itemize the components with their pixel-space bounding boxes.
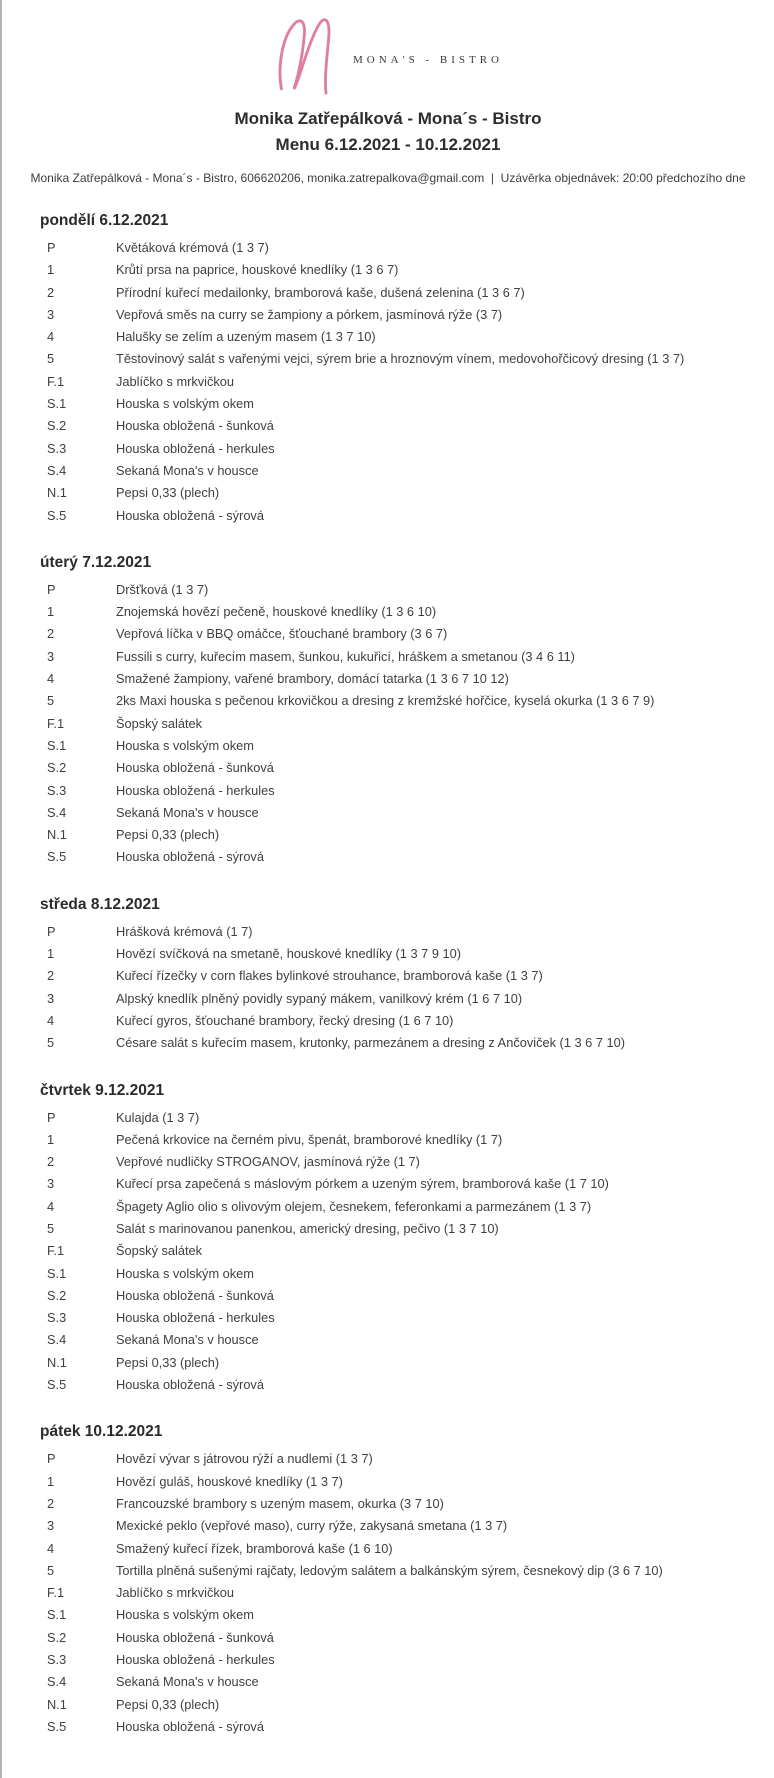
menu-row: [40, 1649, 774, 1671]
item-code: S.5: [47, 1377, 67, 1393]
menu-row: [40, 1218, 774, 1240]
menu-row: [40, 757, 774, 779]
item-code: S.5: [47, 849, 67, 865]
menu-row: [40, 482, 774, 504]
menu-row: [40, 1694, 774, 1716]
menu-row: [40, 1560, 774, 1582]
item-code: 1: [47, 262, 55, 278]
item-code: 1: [47, 1131, 55, 1147]
item-description: Dršťková (1 3 7): [116, 581, 209, 597]
day-title: pondělí 6.12.2021: [40, 212, 169, 229]
item-code: 5: [47, 351, 55, 367]
item-description: Césare salát s kuřecím masem, krutonky, parmezánem a dresing z Ančoviček (1 3 6 7 10): [116, 1035, 626, 1051]
item-code: 1: [47, 1473, 55, 1489]
page-title-block: [2, 106, 774, 158]
item-description: Vepřová líčka v BBQ omáčce, šťouchané brambory (3 6 7): [116, 626, 448, 642]
item-description: Smažené žampiony, vařené brambory, domácí tatarka (1 3 6 7 10 12): [116, 671, 509, 687]
item-code: S.2: [47, 760, 67, 776]
item-description: Smažený kuřecí řízek, bramborová kaše (1 6 10): [116, 1540, 393, 1556]
item-description: Kuřecí prsa zapečená s máslovým pórkem a uzeným sýrem, bramborová kaše (1 7 10): [116, 1176, 609, 1192]
item-code: F.1: [47, 373, 65, 389]
item-code: S.4: [47, 1674, 67, 1690]
item-description: Pepsi 0,33 (plech): [116, 485, 220, 501]
item-code: 5: [47, 1562, 55, 1578]
item-description: Krůtí prsa na paprice, houskové knedlíky (1 3 6 7): [116, 262, 399, 278]
menu-row: [40, 824, 774, 846]
item-description: Francouzské brambory s uzeným masem, okurka (3 7 10): [116, 1495, 444, 1511]
menu-row: [40, 1173, 774, 1195]
item-code: S.2: [47, 1287, 67, 1303]
item-code: P: [47, 1109, 56, 1125]
menu-row: [40, 237, 774, 259]
menu-row: [40, 415, 774, 437]
item-code: S.1: [47, 396, 67, 412]
menu-days: [2, 212, 774, 1778]
item-description: Houska obložená - sýrová: [116, 1377, 264, 1393]
item-description: Hovězí svíčková na smetaně, houskové knedlíky (1 3 7 9 10): [116, 946, 461, 962]
menu-row: [40, 1010, 774, 1032]
menu-row: [40, 623, 774, 645]
item-description: Sekaná Mona's v housce: [116, 1332, 259, 1348]
item-description: Sekaná Mona's v housce: [116, 462, 259, 478]
item-description: Květáková krémová (1 3 7): [116, 240, 269, 255]
item-code: 2: [47, 626, 55, 642]
menu-row: [40, 460, 774, 482]
item-code: S.2: [47, 1629, 67, 1645]
item-code: N.1: [47, 1696, 67, 1712]
day-section: [40, 1423, 774, 1738]
contact-line: Monika Zatřepálková - Mona´s - Bistro, 606620206, monika.zatrepalkova@gmail.com | Uzávěrka objednávek: 20:00 předchozího dne: [30, 171, 746, 185]
item-code: S.2: [47, 418, 67, 434]
menu-row: [40, 921, 774, 943]
item-code: N.1: [47, 827, 67, 843]
item-code: 2: [47, 284, 55, 300]
item-code: P: [47, 581, 56, 597]
item-description: Přírodní kuřecí medailonky, bramborová kaše, dušená zelenina (1 3 6 7): [116, 284, 525, 300]
item-description: Houska obložená - sýrová: [116, 1718, 264, 1734]
menu-row: [40, 438, 774, 460]
menu-row: [40, 348, 774, 370]
item-description: Houska obložená - šunková: [116, 1287, 274, 1303]
handwritten-m-icon: [273, 15, 337, 99]
day-rows: [40, 1448, 774, 1738]
item-description: Fussili s curry, kuřecím masem, šunkou, kukuřicí, hráškem a smetanou (3 4 6 11): [116, 648, 575, 664]
menu-row: [40, 690, 774, 712]
menu-row: [40, 282, 774, 304]
day-section: [40, 554, 774, 869]
item-description: Pepsi 0,33 (plech): [116, 827, 220, 843]
menu-date-range: Menu 6.12.2021 - 10.12.2021: [275, 135, 501, 154]
day-rows: [40, 579, 774, 869]
item-description: Hrášková krémová (1 7): [116, 923, 253, 939]
item-description: Vepřové nudličky STROGANOV, jasmínová rýže (1 7): [116, 1154, 420, 1170]
item-description: Těstovinový salát s vařenými vejci, sýrem brie a hroznovým vínem, medovohořčicový dresing (1 3 7): [116, 351, 685, 367]
item-description: Hovězí vývar s játrovou rýží a nudlemi (1 3 7): [116, 1451, 373, 1467]
item-description: Hovězí guláš, houskové knedlíky (1 3 7): [116, 1473, 343, 1489]
item-code: 4: [47, 329, 55, 345]
item-description: Mexické peklo (vepřové maso), curry rýže, zakysaná smetana (1 3 7): [116, 1518, 508, 1534]
day-section: [40, 212, 774, 527]
item-description: Jablíčko s mrkvičkou: [116, 1585, 235, 1601]
item-description: Alpský knedlík plněný povidly sypaný mákem, vanilkový krém (1 6 7 10): [116, 990, 523, 1006]
item-description: Houska s volským okem: [116, 737, 254, 753]
item-code: 3: [47, 306, 55, 322]
page-title: Monika Zatřepálková - Mona´s - Bistro: [234, 109, 542, 128]
item-code: 5: [47, 693, 55, 709]
menu-row: [40, 780, 774, 802]
menu-row: [40, 1196, 774, 1218]
menu-row: [40, 713, 774, 735]
item-code: 2: [47, 1495, 55, 1511]
item-description: Houska obložená - herkules: [116, 1652, 275, 1668]
menu-row: [40, 1307, 774, 1329]
item-code: 2: [47, 1154, 55, 1170]
item-description: Tortilla plněná sušenými rajčaty, ledovým salátem a balkánským sýrem, česnekový dip (3 6 7 10): [116, 1562, 663, 1578]
item-code: 3: [47, 1176, 55, 1192]
item-description: Houska obložená - herkules: [116, 782, 275, 798]
menu-row: [40, 668, 774, 690]
menu-row: [40, 371, 774, 393]
item-code: 2: [47, 968, 55, 984]
menu-row: [40, 1582, 774, 1604]
item-code: S.5: [47, 1718, 67, 1734]
menu-row: [40, 259, 774, 281]
menu-row: [40, 943, 774, 965]
item-description: 2ks Maxi houska s pečenou krkovičkou a dresing z kremžské hořčice, kyselá okurka (1 3 6 7 9): [116, 693, 655, 709]
item-description: Špagety Aglio olio s olivovým olejem, česnekem, feferonkami a parmezánem (1 3 7): [116, 1198, 592, 1214]
menu-row: [40, 1352, 774, 1374]
item-description: Houska obložená - šunková: [116, 1629, 274, 1645]
item-code: S.1: [47, 1607, 67, 1623]
item-code: 4: [47, 1012, 55, 1028]
item-code: P: [47, 923, 56, 939]
menu-row: [40, 1716, 774, 1738]
item-code: N.1: [47, 1354, 67, 1370]
item-code: S.5: [47, 507, 67, 523]
menu-row: [40, 579, 774, 601]
item-description: Kulajda (1 3 7): [116, 1109, 200, 1125]
item-code: S.1: [47, 737, 67, 753]
day-section: [40, 896, 774, 1055]
item-code: S.4: [47, 462, 67, 478]
item-description: Houska s volským okem: [116, 1265, 254, 1281]
item-description: Kuřecí řízečky v corn flakes bylinkové strouhance, bramborová kaše (1 3 7): [116, 968, 543, 984]
menu-row: [40, 1374, 774, 1396]
item-code: S.3: [47, 782, 67, 798]
day-rows: [40, 1107, 774, 1397]
item-code: N.1: [47, 485, 67, 501]
item-code: S.3: [47, 1310, 67, 1326]
menu-row: [40, 802, 774, 824]
item-description: Houska obložená - sýrová: [116, 507, 264, 523]
menu-row: [40, 1627, 774, 1649]
page-header: [2, 0, 774, 185]
menu-row: [40, 304, 774, 326]
item-description: Houska obložená - sýrová: [116, 849, 264, 865]
day-section: [40, 1082, 774, 1397]
item-description: Houska obložená - šunková: [116, 418, 274, 434]
menu-row: [40, 1604, 774, 1626]
item-description: Šopský salátek: [116, 1243, 203, 1259]
item-code: S.4: [47, 804, 67, 820]
day-rows: [40, 237, 774, 527]
item-code: S.3: [47, 440, 67, 456]
menu-row: [40, 1240, 774, 1262]
menu-row: [40, 1107, 774, 1129]
item-description: Houska obložená - herkules: [116, 440, 275, 456]
item-code: 3: [47, 990, 55, 1006]
menu-row: [40, 965, 774, 987]
menu-row: [40, 1329, 774, 1351]
menu-row: [40, 1538, 774, 1560]
item-description: Houska s volským okem: [116, 1607, 254, 1623]
brand-text: MONA'S - BISTRO: [353, 54, 503, 66]
menu-row: [40, 393, 774, 415]
brand-logo: [2, 0, 774, 102]
item-description: Vepřová směs na curry se žampiony a pórkem, jasmínová rýže (3 7): [116, 306, 503, 322]
menu-row: [40, 1448, 774, 1470]
item-code: S.1: [47, 1265, 67, 1281]
menu-row: [40, 601, 774, 623]
item-code: F.1: [47, 1243, 65, 1259]
item-description: Sekaná Mona's v housce: [116, 1674, 259, 1690]
item-description: Kuřecí gyros, šťouchané brambory, řecký dresing (1 6 7 10): [116, 1012, 454, 1028]
item-description: Pečená krkovice na černém pivu, špenát, bramborové knedlíky (1 7): [116, 1131, 503, 1147]
item-code: 5: [47, 1220, 55, 1236]
menu-row: [40, 505, 774, 527]
item-description: Houska obložená - herkules: [116, 1310, 275, 1326]
menu-row: [40, 646, 774, 668]
menu-row: [40, 1285, 774, 1307]
menu-row: [40, 326, 774, 348]
item-description: Halušky se zelím a uzeným masem (1 3 7 10): [116, 329, 376, 345]
menu-row: [40, 988, 774, 1010]
menu-row: [40, 1471, 774, 1493]
item-code: F.1: [47, 1585, 65, 1601]
item-code: F.1: [47, 715, 65, 731]
item-code: P: [47, 240, 56, 255]
item-description: Šopský salátek: [116, 715, 203, 731]
item-code: P: [47, 1451, 56, 1467]
day-title: středa 8.12.2021: [40, 895, 160, 913]
menu-row: [40, 1493, 774, 1515]
item-code: 3: [47, 1518, 55, 1534]
day-title: pátek 10.12.2021: [40, 1423, 163, 1441]
item-code: 3: [47, 648, 55, 664]
item-code: 4: [47, 1540, 55, 1556]
item-code: 1: [47, 946, 55, 962]
menu-row: [40, 1671, 774, 1693]
item-description: Houska obložená - šunková: [116, 760, 274, 776]
menu-row: [40, 735, 774, 757]
item-description: Znojemská hovězí pečeně, houskové knedlíky (1 3 6 10): [116, 604, 437, 620]
menu-row: [40, 846, 774, 868]
menu-row: [40, 1151, 774, 1173]
item-code: 5: [47, 1035, 55, 1051]
item-code: S.3: [47, 1652, 67, 1668]
item-description: Sekaná Mona's v housce: [116, 804, 259, 820]
item-description: Pepsi 0,33 (plech): [116, 1696, 220, 1712]
item-code: 4: [47, 1198, 55, 1214]
item-description: Jablíčko s mrkvičkou: [116, 373, 235, 389]
item-code: 4: [47, 671, 55, 687]
item-description: Pepsi 0,33 (plech): [116, 1354, 220, 1370]
item-code: 1: [47, 604, 55, 620]
day-title: úterý 7.12.2021: [40, 553, 152, 571]
menu-row: [40, 1032, 774, 1054]
item-description: Houska s volským okem: [116, 396, 254, 412]
menu-row: [40, 1263, 774, 1285]
day-rows: [40, 921, 774, 1055]
item-description: Salát s marinovanou panenkou, americký dresing, pečivo (1 3 7 10): [116, 1220, 499, 1236]
day-title: čtvrtek 9.12.2021: [40, 1081, 165, 1099]
item-code: S.4: [47, 1332, 67, 1348]
menu-row: [40, 1515, 774, 1537]
menu-row: [40, 1129, 774, 1151]
